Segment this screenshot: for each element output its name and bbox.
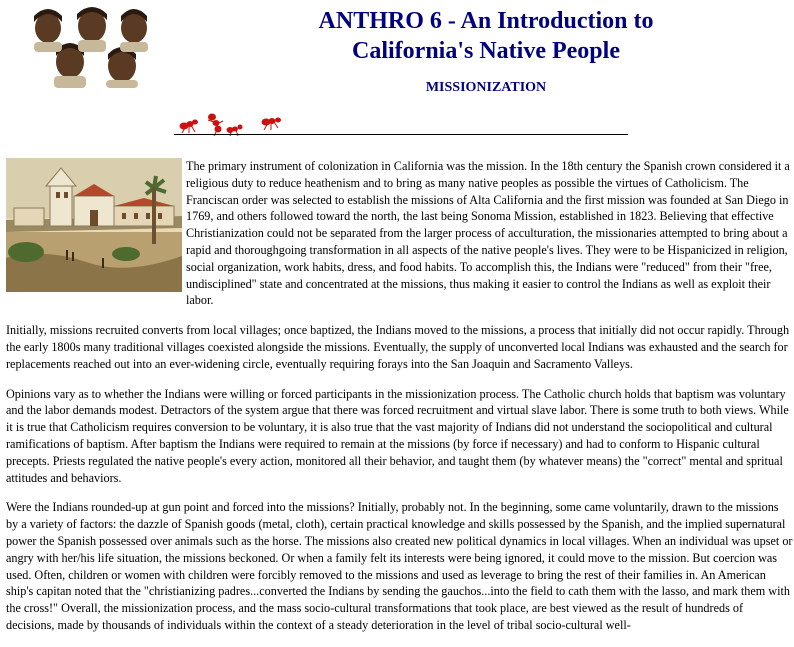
section-heading: MISSIONIZATION [425,80,547,95]
decorative-divider [170,108,630,140]
native-portraits-image [26,6,158,88]
horizontal-rule [174,134,628,135]
page-header [0,0,794,145]
paragraph: The primary instrument of colonization in California was the mission. In the 18th century the Spanish crown considered it a religious duty to reduce heathenism and to bring as many native peoples as possible the virtues of Catholicism. The Franciscan order was selected to establish the missions of Alta California and the first mission was founded at San Diego in 1769, and others followed toward the north, the last being Sonoma Mission, established in 1823. Believing that effective Christianization could not be separated from the larger process of acculturation, the missionaries attempted to bring about a rapid and thoroughgoing transformation in all aspects of the native people's lives. They were to be Hispanicized in religion, social organization, work habits, dress, and food habits. To accomplish this, the Indians were "reduced" from their "free, undisciplined" state and concentrated at the missions, thus making it easier to control the Indians as well as exploit their labor. [186,159,790,308]
mission-painting-image [6,158,182,292]
paragraph: Were the Indians rounded-up at gun point and forced into the missions? Initially, probably not. In the beginning, some came voluntarily, drawn to the missions by a variety of factors: the dazzle of Spanish goods (metal, cloth), certain practical knowledge and skills possessed by the Spanish, and the implied supernatural power the Spanish possessed over animals such as the horse. The missions also created new political dynamics in local villages. When an individual was upset or angry with her/his life situation, the missions beckoned. Or when a family felt its interests were being ignored, it could move to the mission. But coercion was used. Often, children or women with children were forcibly removed to the missions and used as leverage to bring the rest of their families in. An American ship's capitan noted that the "christianizing padres...converted the Indians by sending the gauchos...into the field to cath them with the lasso, and mark them with the cross!" Overall, the missionization process, and the mass socio-cultural transformations that took place, are best viewed as the result of hundreds of decisions, made by thousands of individuals within the context of a steady deterioration in the level of tribal socio-cultural well- [6,500,793,632]
main-content [6,158,793,647]
page-title: ANTHRO 6 - An Introduction to California's Native People [318,8,654,64]
paragraph: Opinions vary as to whether the Indians were willing or forced participants in the missionization process. The Catholic church holds that baptism was voluntary and the labor demands modest. Detractors of the system argue that there was forced recruitment and virtual slave labor. There is some truth to both views. While it is true that Catholicism requires conversion to be voluntary, it is also true that the vast majority of Indians did not understand the sociopolitical and cultural ramifications of baptism. After baptism the Indians were required to remain at the missions (by force if necessary) and had to conform to Hispanic cultural precepts. Priests regulated the native people's every action, monitored all their behavior, and taught them (by whatever means) the "correct" mental and spritual attitudes and behaviors. [6,386,789,485]
red-ants-icon [170,108,290,140]
paragraph: Initially, missions recruited converts from local villages; once baptized, the Indians moved to the missions, a process that initially did not occur rapidly. Through the early 1800s many traditional villages coexisted alongside the missions. Eventually, the supply of unconverted local Indians was exhausted and the search for replacements reached out into an ever-widening circle, eventually requiring forays into the San Joaquin and Sacramento Valleys. [6,323,790,371]
